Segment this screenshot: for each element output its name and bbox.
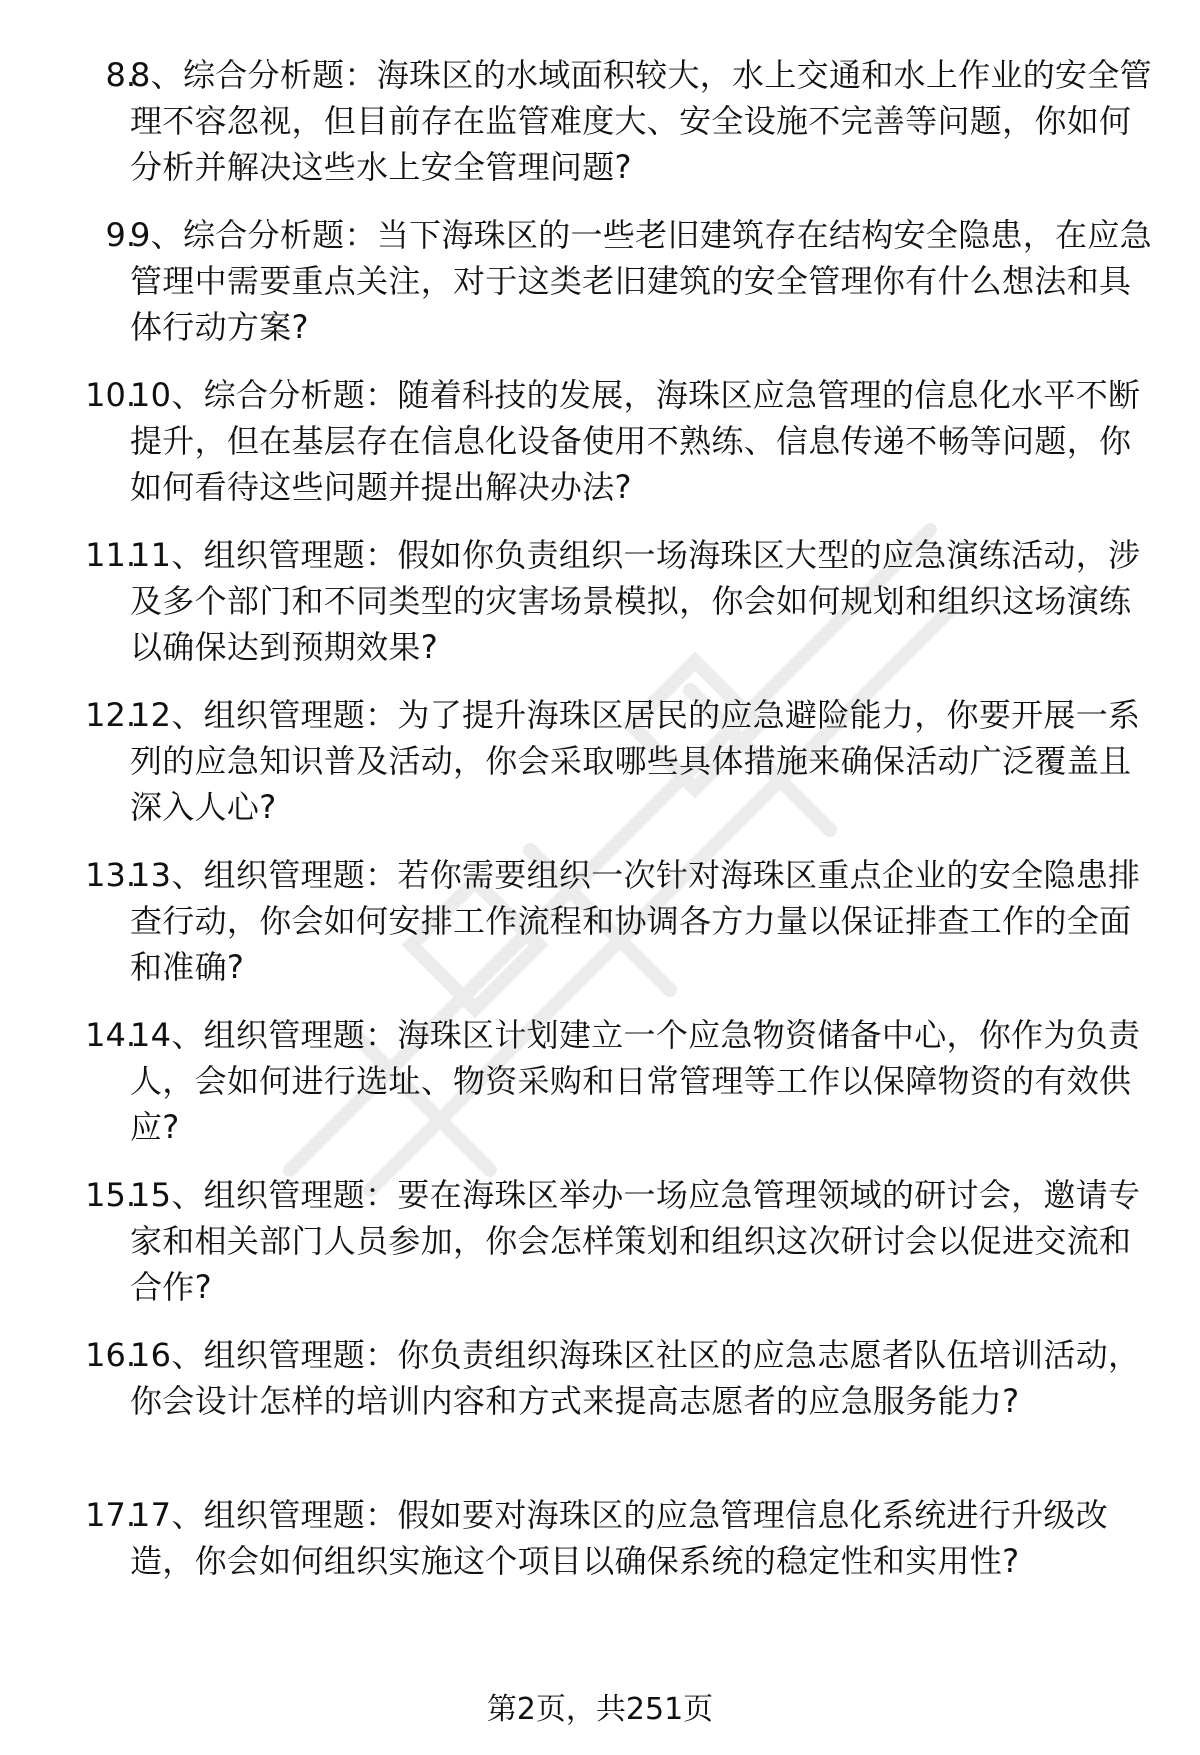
list-item — [0, 692, 1200, 852]
question-text: 15、组织管理题：要在海珠区举办一场应急管理领域的研讨会，邀请专家和相关部门人员参加，你会怎样策划和组织这次研讨会以促进交流和合作? — [130, 1176, 1141, 1306]
item-number: 15. — [85, 1176, 136, 1214]
list-item — [0, 1332, 1200, 1492]
question-text: 9、综合分析题：当下海珠区的一些老旧建筑存在结构安全隐患，在应急管理中需要重点关注，对于这类老旧建筑的安全管理你有什么想法和具体行动方案? — [130, 216, 1152, 346]
item-number: 17. — [85, 1496, 136, 1534]
list-item — [0, 212, 1200, 372]
question-text: 11、组织管理题：假如你负责组织一场海珠区大型的应急演练活动，涉及多个部门和不同类型的灾害场景模拟，你会如何规划和组织这场演练以确保达到预期效果? — [130, 536, 1141, 666]
list-item — [0, 1492, 1200, 1652]
page-number-footer: 第2页，共251页 — [486, 1692, 714, 1727]
item-number: 13. — [85, 856, 136, 894]
question-text: 17、组织管理题：假如要对海珠区的应急管理信息化系统进行升级改造，你会如何组织实施这个项目以确保系统的稳定性和实用性? — [130, 1496, 1109, 1580]
item-number: 16. — [85, 1336, 136, 1374]
question-list — [0, 52, 1200, 1652]
list-item — [0, 372, 1200, 532]
question-text: 12、组织管理题：为了提升海珠区居民的应急避险能力，你要开展一系列的应急知识普及活动，你会采取哪些具体措施来确保活动广泛覆盖且深入人心? — [130, 696, 1141, 826]
question-text: 10、综合分析题：随着科技的发展，海珠区应急管理的信息化水平不断提升，但在基层存在信息化设备使用不熟练、信息传递不畅等问题，你如何看待这些问题并提出解决办法? — [130, 376, 1141, 506]
list-item — [0, 1172, 1200, 1332]
item-number: 11. — [85, 536, 136, 574]
question-text: 8、综合分析题：海珠区的水域面积较大，水上交通和水上作业的安全管理不容忽视，但目前存在监管难度大、安全设施不完善等问题，你如何分析并解决这些水上安全管理问题? — [130, 56, 1152, 186]
item-number: 12. — [85, 696, 136, 734]
item-number: 10. — [85, 376, 136, 414]
list-item — [0, 532, 1200, 692]
item-number: 14. — [85, 1016, 136, 1054]
item-number: 9. — [105, 216, 136, 254]
list-item — [0, 1012, 1200, 1172]
list-item — [0, 852, 1200, 1012]
item-number: 8. — [105, 56, 136, 94]
question-text: 16、组织管理题：你负责组织海珠区社区的应急志愿者队伍培训活动，你会设计怎样的培训内容和方式来提高志愿者的应急服务能力? — [130, 1336, 1141, 1420]
question-text: 13、组织管理题：若你需要组织一次针对海珠区重点企业的安全隐患排查行动，你会如何安排工作流程和协调各方力量以保证排查工作的全面和准确? — [130, 856, 1141, 986]
question-text: 14、组织管理题：海珠区计划建立一个应急物资储备中心，你作为负责人，会如何进行选址、物资采购和日常管理等工作以保障物资的有效供应? — [130, 1016, 1141, 1146]
list-item — [0, 52, 1200, 212]
